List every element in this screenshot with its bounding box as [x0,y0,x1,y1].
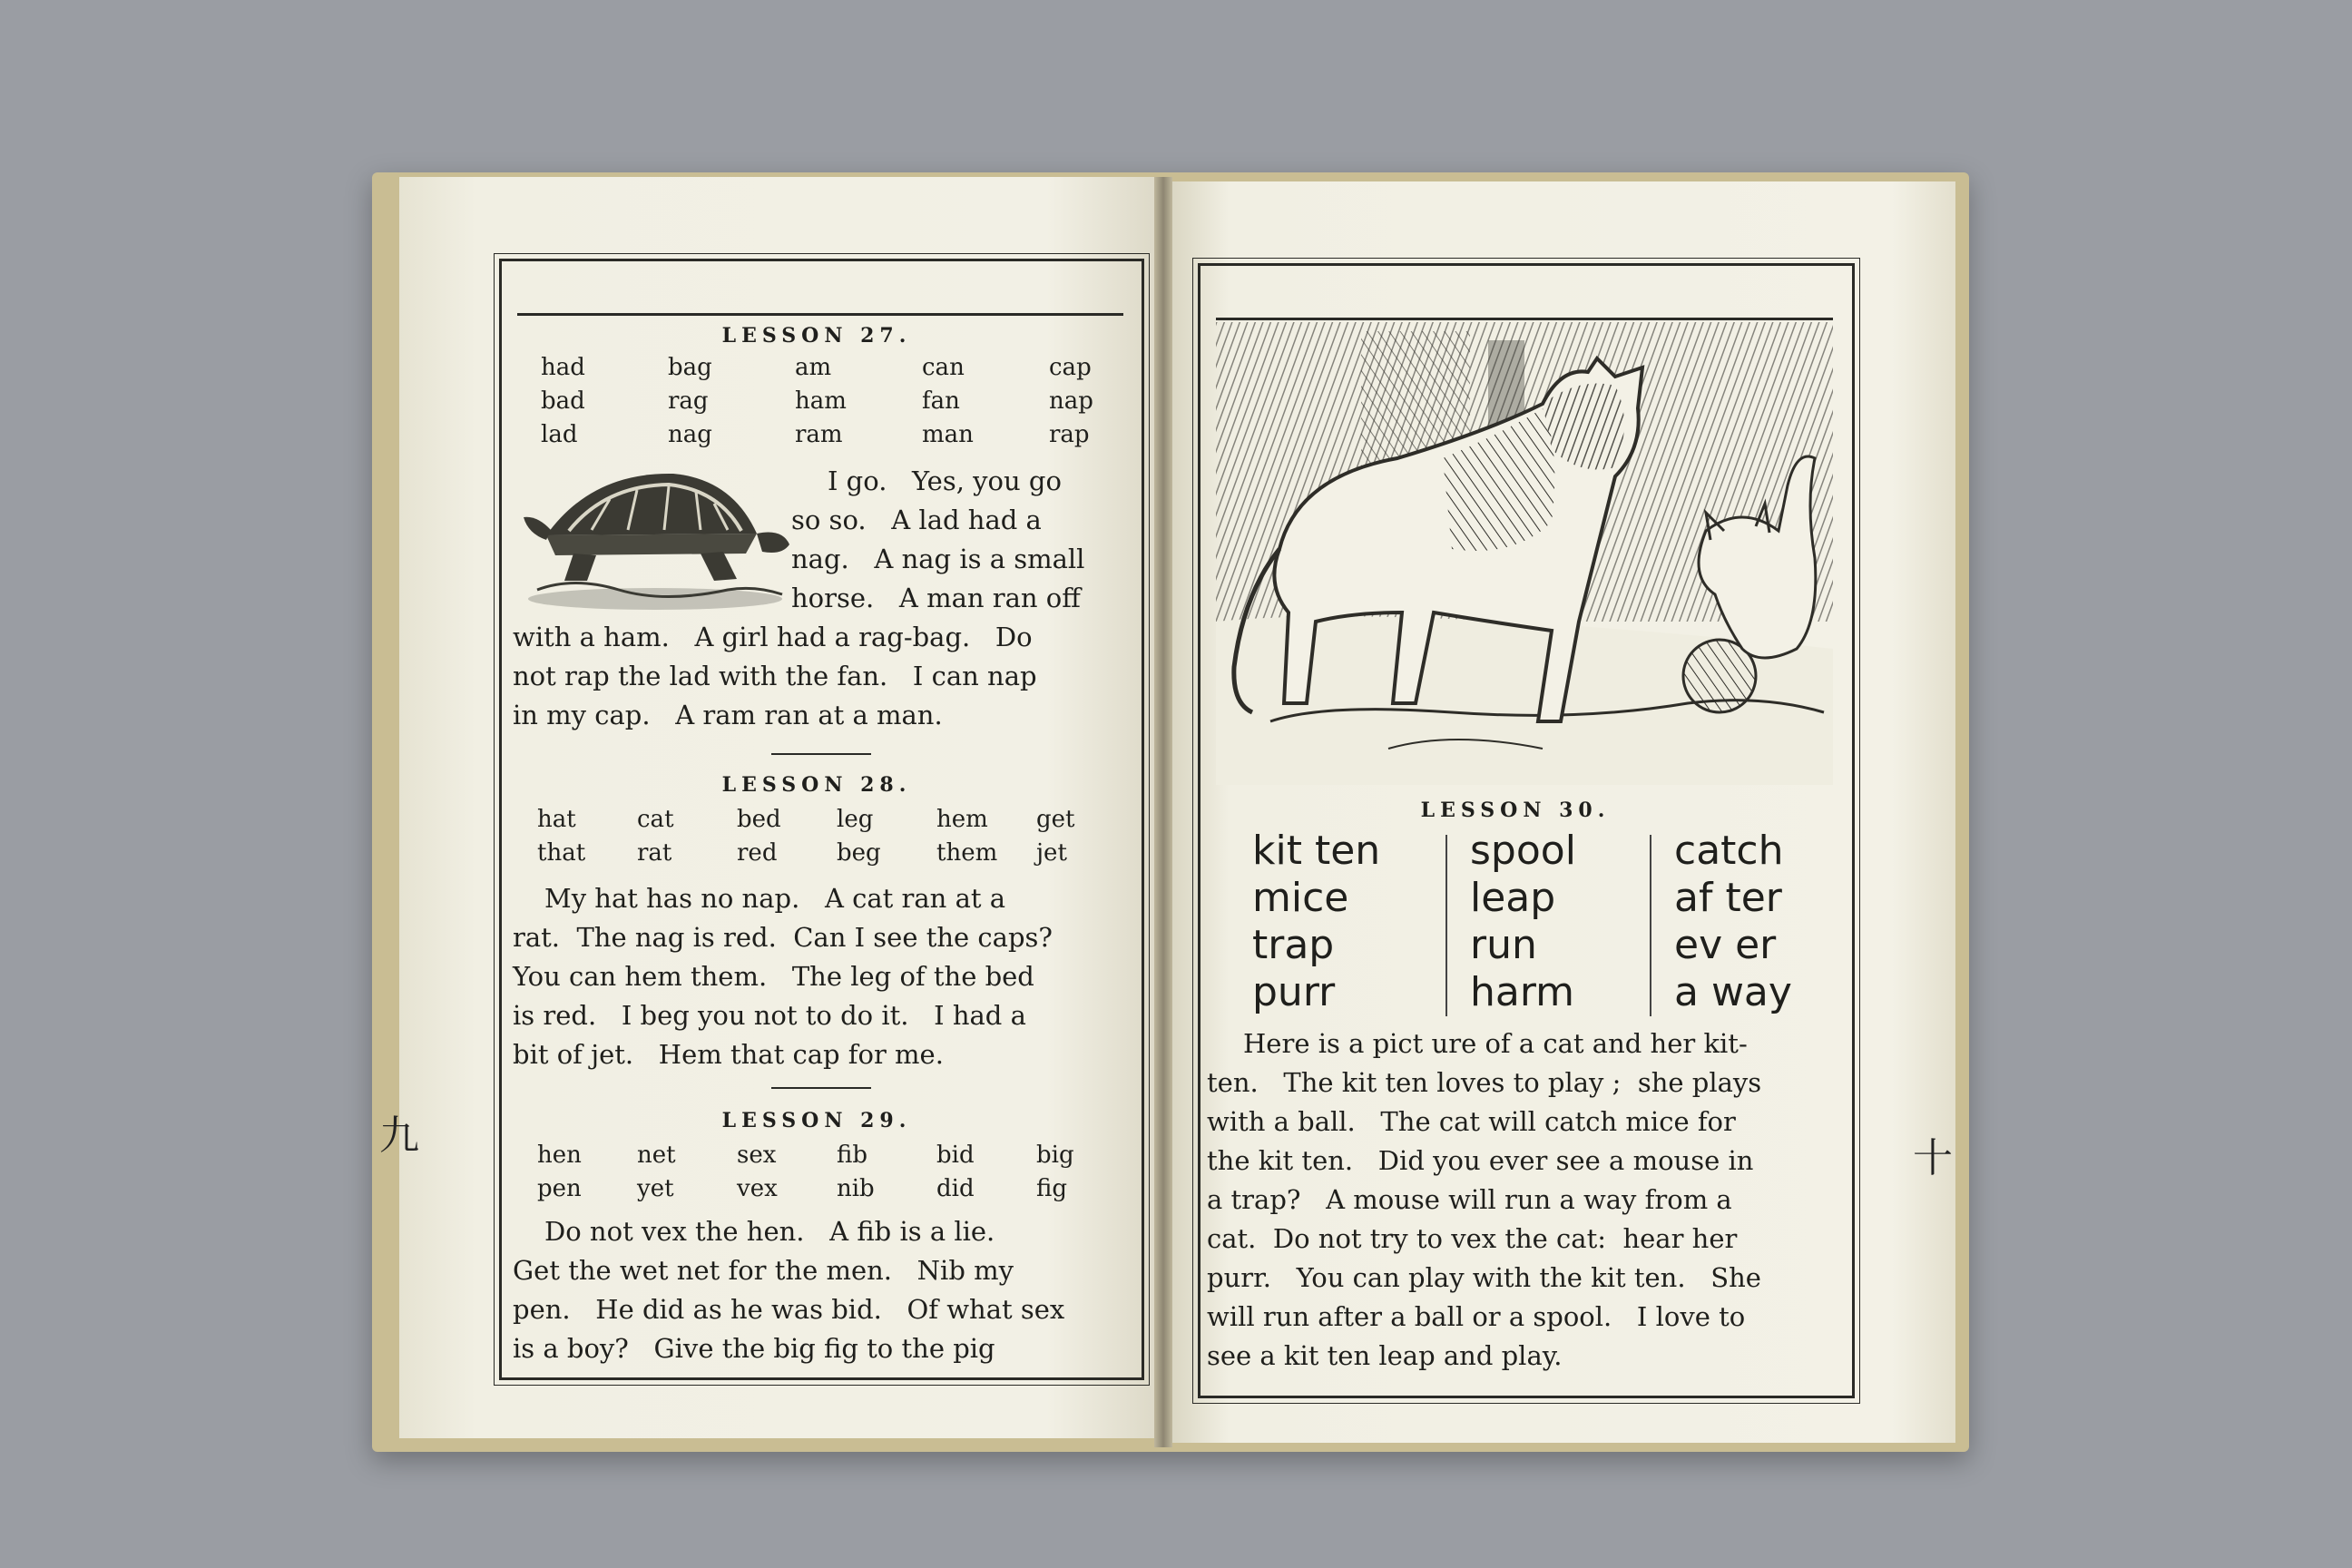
text-line: with a ball. The cat will catch mice for [1207,1106,1736,1137]
lesson-27-title: LESSON 27. [721,324,912,348]
spelling-word: kit ten [1252,828,1381,874]
spelling-word: rag [668,387,709,415]
text-line: the kit ten. Did you ever see a mouse in [1207,1145,1754,1176]
spelling-word: did [936,1175,975,1202]
spelling-word: yet [637,1175,674,1202]
text-line: You can hem them. The leg of the bed [513,961,1034,992]
spelling-word: net [637,1142,676,1169]
spelling-word: ev er [1674,922,1777,968]
book-gutter [1154,177,1172,1447]
lesson-divider-1 [771,753,871,755]
text-line: I go. Yes, you go [828,466,1062,496]
text-line: Get the wet net for the men. Nib my [513,1255,1014,1286]
spelling-word: trap [1252,922,1335,968]
spelling-word: af ter [1674,875,1782,921]
right-header-rule [1216,318,1833,320]
spelling-word: ham [795,387,847,415]
text-line: bit of jet. Hem that cap for me. [513,1039,944,1070]
column-separator-1 [1446,835,1447,1016]
spelling-word: lad [541,421,578,448]
spelling-word: can [922,354,965,381]
spelling-word: had [541,354,585,381]
spelling-word: that [537,839,586,867]
spelling-word: big [1036,1142,1074,1169]
lesson-divider-2 [771,1087,871,1089]
spelling-word: a way [1674,969,1792,1015]
spelling-word: bad [541,387,585,415]
right-margin-mark: 十 [1913,1135,1953,1181]
tortoise-icon [519,454,791,617]
text-line: so so. A lad had a [791,505,1042,535]
spelling-word: purr [1252,969,1336,1015]
text-line: is red. I beg you not to do it. I had a [513,1000,1026,1031]
text-line: Here is a pict ure of a cat and her kit- [1243,1028,1748,1059]
spelling-word: rap [1049,421,1090,448]
spelling-word: fan [922,387,960,415]
spelling-word: jet [1036,839,1067,867]
text-line: not rap the lad with the fan. I can nap [513,661,1037,691]
spelling-word: fib [837,1142,867,1169]
spelling-word: mice [1252,875,1349,921]
spelling-word: red [737,839,778,867]
text-line: ten. The kit ten loves to play ; she plays [1207,1067,1762,1098]
text-line: is a boy? Give the big fig to the pig [513,1333,995,1364]
spelling-word: them [936,839,998,867]
spelling-word: hen [537,1142,582,1169]
text-line: pen. He did as he was bid. Of what sex [513,1294,1065,1325]
lesson-28-title: LESSON 28. [721,773,912,797]
spelling-word: sex [737,1142,777,1169]
spelling-word: bed [737,806,781,833]
spelling-word: leap [1470,875,1556,921]
spelling-word: am [795,354,832,381]
spelling-word: nap [1049,387,1093,415]
spelling-word: cat [637,806,674,833]
text-line: see a kit ten leap and play. [1207,1340,1563,1371]
spelling-word: beg [837,839,881,867]
text-line: purr. You can play with the kit ten. She [1207,1262,1761,1293]
text-line: rat. The nag is red. Can I see the caps? [513,922,1053,953]
spelling-word: fig [1036,1175,1067,1202]
spelling-word: ram [795,421,843,448]
text-line: nag. A nag is a small [791,544,1085,574]
text-line: a trap? A mouse will run a way from a [1207,1184,1732,1215]
spelling-word: pen [537,1175,582,1202]
spelling-word: man [922,421,974,448]
text-line: Do not vex the hen. A fib is a lie. [544,1216,995,1247]
cat-and-kitten-icon [1216,322,1833,785]
spelling-word: leg [837,806,874,833]
spelling-word: harm [1470,969,1575,1015]
spelling-word: catch [1674,828,1784,874]
text-line: will run after a ball or a spool. I love to [1207,1301,1746,1332]
text-line: horse. A man ran off [791,583,1081,613]
spelling-word: spool [1470,828,1576,874]
lesson-29-title: LESSON 29. [721,1109,912,1132]
column-separator-2 [1650,835,1651,1016]
text-line: cat. Do not try to vex the cat: hear her [1207,1223,1738,1254]
spelling-word: hat [537,806,576,833]
spelling-word: vex [737,1175,778,1202]
spelling-word: run [1470,922,1537,968]
spelling-word: nib [837,1175,875,1202]
text-line: My hat has no nap. A cat ran at a [544,883,1006,914]
spelling-word: bid [936,1142,975,1169]
spelling-word: get [1036,806,1075,833]
text-line: with a ham. A girl had a rag-bag. Do [513,622,1033,652]
spelling-word: rat [637,839,672,867]
left-margin-mark: 九 [379,1112,419,1159]
left-header-rule [517,313,1123,316]
spelling-word: hem [936,806,988,833]
spelling-word: cap [1049,354,1092,381]
text-line: in my cap. A ram ran at a man. [513,700,943,730]
spelling-word: bag [668,354,712,381]
spelling-word: nag [668,421,712,448]
lesson-30-title: LESSON 30. [1420,799,1611,822]
